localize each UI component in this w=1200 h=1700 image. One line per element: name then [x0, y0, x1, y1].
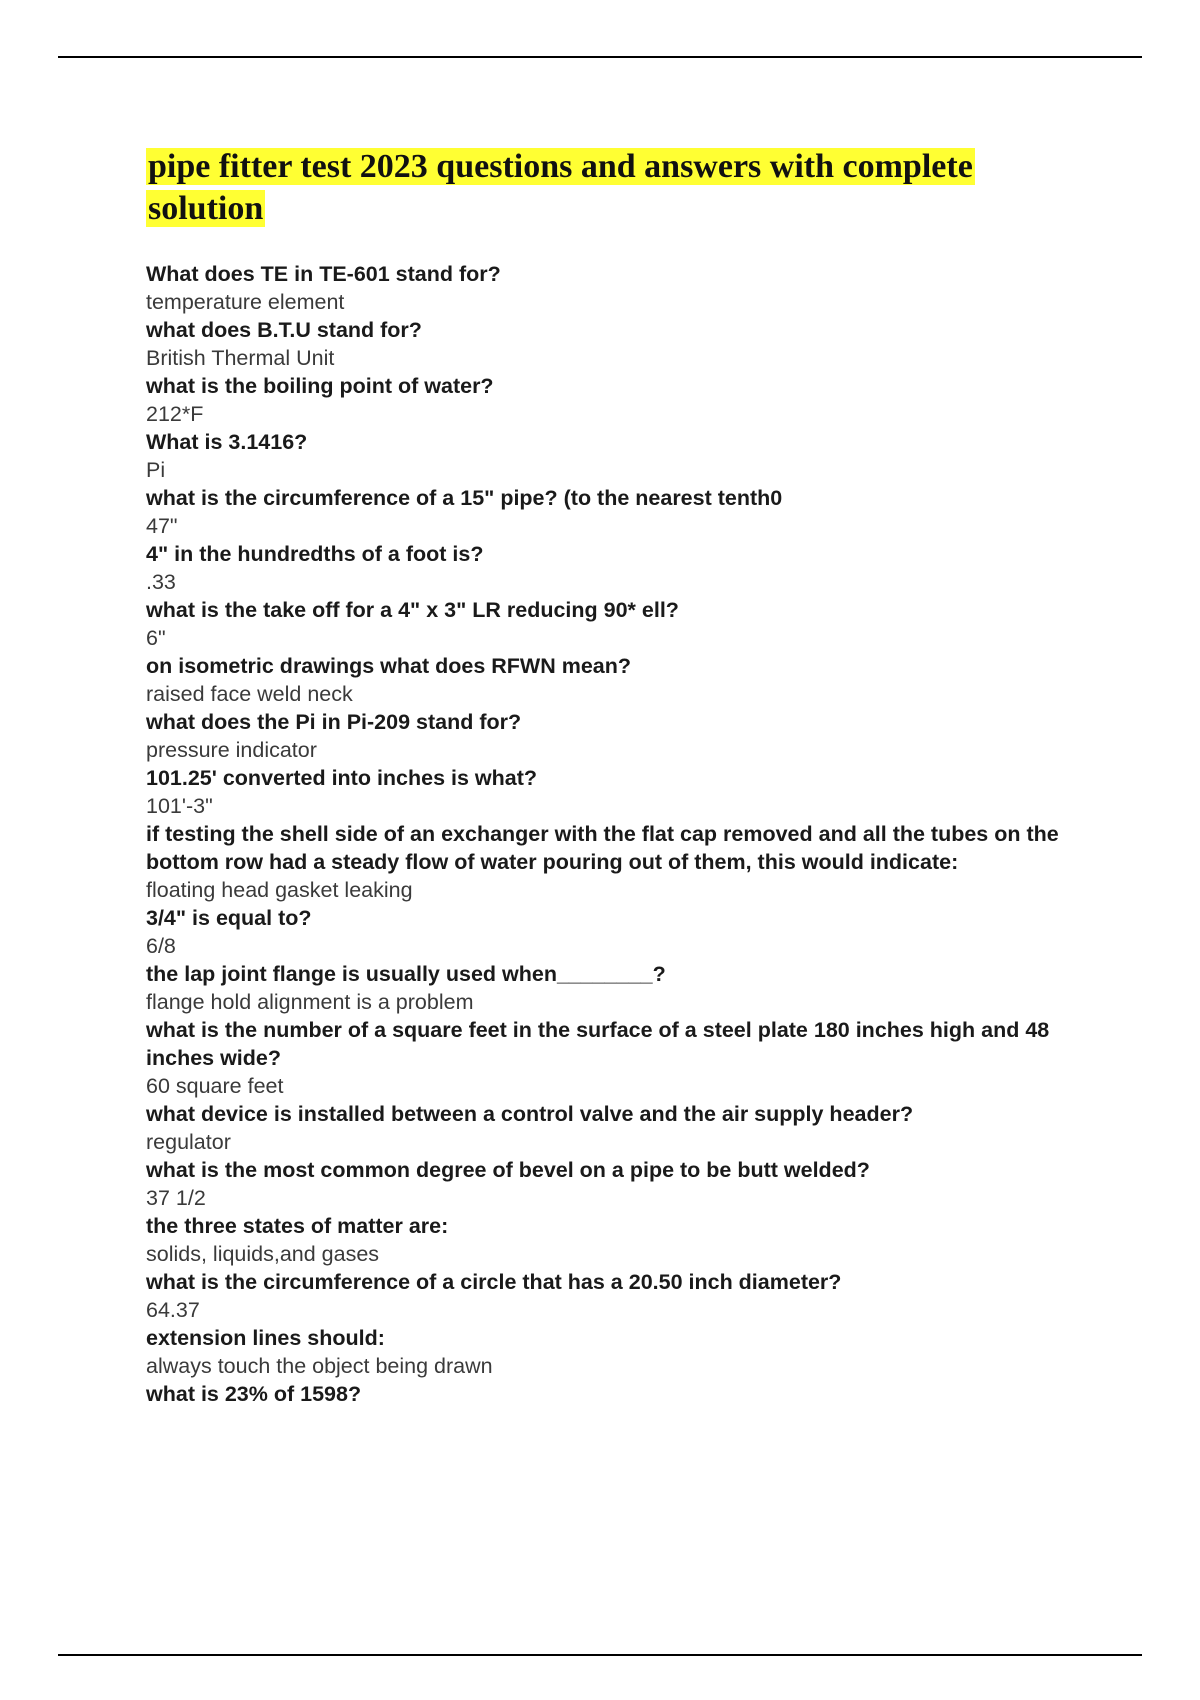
- answer-text: temperature element: [146, 290, 345, 314]
- question-text: 101.25' converted into inches is what?: [146, 766, 538, 790]
- answer-text: Pi: [146, 458, 166, 482]
- answer-text: 6": [146, 626, 166, 650]
- answer-text: regulator: [146, 1130, 231, 1154]
- answer-text: flange hold alignment is a problem: [146, 990, 474, 1014]
- question-text: what does the Pi in Pi-209 stand for?: [146, 710, 522, 734]
- document-title: [146, 146, 1086, 230]
- question-text: the three states of matter are:: [146, 1214, 449, 1238]
- answer-text: British Thermal Unit: [146, 346, 335, 370]
- question-text: What is 3.1416?: [146, 430, 308, 454]
- question-text: what is 23% of 1598?: [146, 1382, 362, 1406]
- answer-text: 37 1/2: [146, 1186, 206, 1210]
- qa-list: [146, 260, 1086, 1408]
- answer-text: pressure indicator: [146, 738, 317, 762]
- question-text: if testing the shell side of an exchanger with the flat cap removed and all the tubes on the bottom row had a steady flow of water pouring out of them, this would indicate:: [146, 822, 1059, 874]
- answer-text: 47": [146, 514, 178, 538]
- question-text: 3/4" is equal to?: [146, 906, 312, 930]
- answer-text: always touch the object being drawn: [146, 1354, 493, 1378]
- document-body: [146, 146, 1086, 1408]
- answer-text: solids, liquids,and gases: [146, 1242, 380, 1266]
- question-text: what is the boiling point of water?: [146, 374, 494, 398]
- answer-text: .33: [146, 570, 176, 594]
- question-text: extension lines should:: [146, 1326, 385, 1350]
- answer-text: raised face weld neck: [146, 682, 353, 706]
- answer-text: 212*F: [146, 402, 204, 426]
- bottom-rule: [58, 1654, 1142, 1656]
- answer-text: 6/8: [146, 934, 176, 958]
- answer-text: 64.37: [146, 1298, 200, 1322]
- question-text: what is the number of a square feet in the surface of a steel plate 180 inches high and 48 inches wide?: [146, 1018, 1050, 1070]
- question-text: What does TE in TE-601 stand for?: [146, 262, 501, 286]
- question-text: what is the most common degree of bevel on a pipe to be butt welded?: [146, 1158, 870, 1182]
- title-highlight: pipe fitter test 2023 questions and answers with complete solution: [148, 148, 973, 227]
- answer-text: floating head gasket leaking: [146, 878, 413, 902]
- top-rule: [58, 56, 1142, 58]
- answer-text: 60 square feet: [146, 1074, 284, 1098]
- question-text: 4" in the hundredths of a foot is?: [146, 542, 484, 566]
- question-text: what is the take off for a 4" x 3" LR reducing 90* ell?: [146, 598, 679, 622]
- question-text: what is the circumference of a 15" pipe? (to the nearest tenth0: [146, 486, 783, 510]
- question-text: the lap joint flange is usually used when________?: [146, 962, 666, 986]
- answer-text: 101'-3": [146, 794, 213, 818]
- question-text: on isometric drawings what does RFWN mean?: [146, 654, 632, 678]
- question-text: what does B.T.U stand for?: [146, 318, 422, 342]
- question-text: what device is installed between a control valve and the air supply header?: [146, 1102, 914, 1126]
- question-text: what is the circumference of a circle that has a 20.50 inch diameter?: [146, 1270, 842, 1294]
